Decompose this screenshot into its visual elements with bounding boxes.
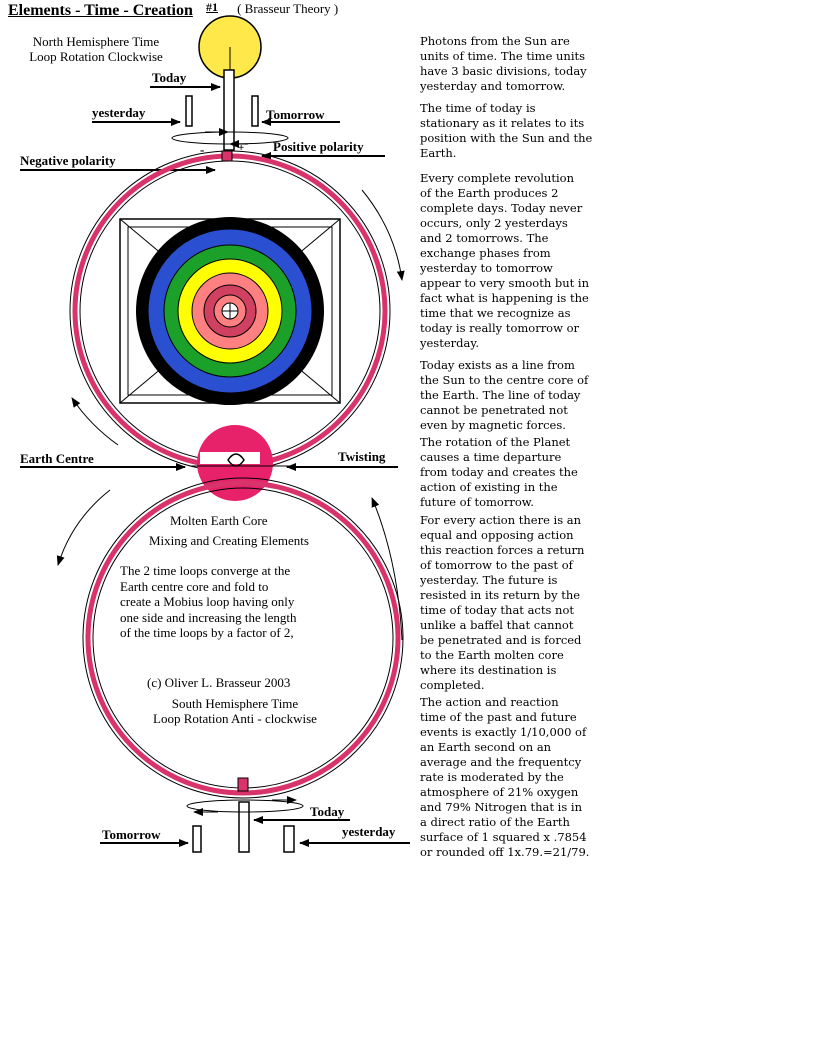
minus-sign: - <box>200 142 205 157</box>
today-pillar-top <box>224 70 234 150</box>
page-subtitle: ( Brasseur Theory ) <box>237 1 339 16</box>
positive-polarity-label: Positive polarity <box>273 139 364 154</box>
explanation-column <box>420 34 625 867</box>
molten-core-label: Molten Earth Core <box>170 513 268 528</box>
paragraph: Today exists as a line from the Sun to the centre core of the Earth. The line of today cannot be penetrated not even by magnetic forces. <box>420 358 589 432</box>
tomorrow-bar-top <box>252 96 258 126</box>
south-hemisphere-label: South Hemisphere Time Loop Rotation Anti - clockwise <box>153 696 317 726</box>
yesterday-bar-top <box>186 96 192 126</box>
page-number: #1 <box>205 0 218 14</box>
today-label-bottom: Today <box>310 804 345 819</box>
paragraph: Every complete revolution of the Earth produces 2 complete days. Today never occurs, only 2 yesterdays and 2 tomorrows. The exchange phases from yesterday to tomorrow appear to very smooth but in fact what is happening is the time that we recognize as today is really tomorrow or yesterday. <box>420 171 590 350</box>
paragraph: The rotation of the Planet causes a time departure from today and creates the action of existing in the future of tomorrow. <box>420 435 578 509</box>
north-rotation-arrow-right <box>362 190 402 280</box>
north-rotation-arrow-left <box>72 398 118 445</box>
mixing-label: Mixing and Creating Elements <box>149 533 309 548</box>
paragraph: The action and reaction time of the past and future events is exactly 1/10,000 of an Earth second on an average and the frequentcy rate is moderated by the atmosphere of 21% oxygen and 79% Nitrogen that is in a direct ratio of the Earth surface of 1 squared x .7854 or rounded off 1x.79.=21/79. <box>420 695 590 859</box>
today-label-top: Today <box>152 70 187 85</box>
south-rotation-arrow-left <box>58 490 110 565</box>
negative-polarity-label: Negative polarity <box>20 153 116 168</box>
twisting-label: Twisting <box>338 449 386 464</box>
yesterday-label-top: yesterday <box>92 105 146 120</box>
paragraph: The time of today is stationary as it relates to its position with the Sun and the Earth. <box>420 101 593 160</box>
tomorrow-label-bottom: Tomorrow <box>102 827 161 842</box>
earth-layers-target <box>136 217 324 405</box>
tomorrow-bar-bottom <box>193 826 201 852</box>
yesterday-label-bottom: yesterday <box>342 824 396 839</box>
yesterday-bar-bottom <box>284 826 294 852</box>
copyright-label: (c) Oliver L. Brasseur 2003 <box>147 675 291 690</box>
plus-sign: + <box>238 142 245 154</box>
mobius-description: The 2 time loops converge at the Earth centre core and fold to create a Mobius loop having only one side and increasing the length of the time loops by a factor of 2, <box>120 563 297 640</box>
paragraph: Photons from the Sun are units of time. The time units have 3 basic divisions, today yesterday and tomorrow. <box>420 34 587 93</box>
north-hemisphere-label: North Hemisphere Time Loop Rotation Clockwise <box>29 34 163 64</box>
paragraph: For every action there is an equal and opposing action this reaction forces a return of tomorrow to the past of yesterday. The future is resisted in its return by the time of today that acts not unlike a baffel that cannot be penetrated and is forced to the Earth molten core where its destination is completed. <box>420 513 585 692</box>
earth-centre-label: Earth Centre <box>20 451 94 466</box>
page-title: Elements - Time - Creation <box>8 2 193 19</box>
today-pillar-bottom <box>239 802 249 852</box>
tomorrow-label-top: Tomorrow <box>266 107 325 122</box>
